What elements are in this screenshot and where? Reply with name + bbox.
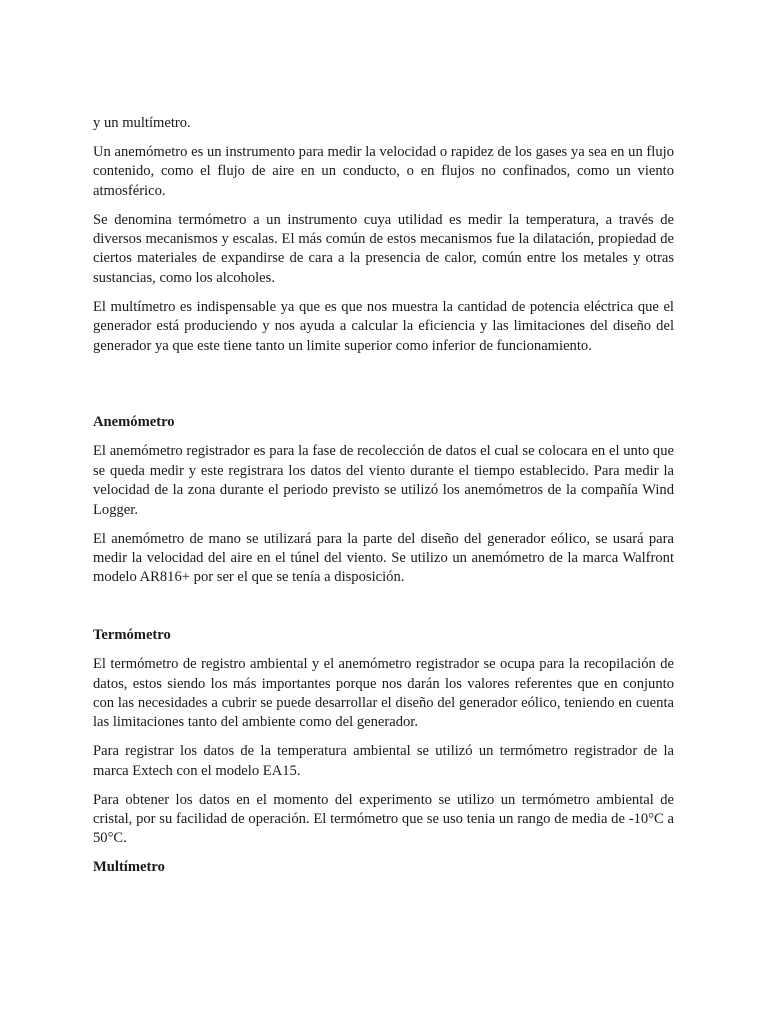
anemometro-heading: Anemómetro [93, 414, 175, 431]
termometro-paragraph-1: El termómetro de registro ambiental y el anemómetro registrador se ocupa para la recopilación de datos, estos siendo los más importantes porque nos darán los valores referentes que en conjunto con las necesidades a cubrir se puede desarrollar el diseño del generador eólico, teniendo en cuenta las limitaciones tanto del ambiente como del generador. [93, 656, 674, 731]
intro-paragraph-anemometro: Un anemómetro es un instrumento para medir la velocidad o rapidez de los gases ya sea en un flujo contenido, como el flujo de aire en un conducto, o en flujos no confinados, como un viento atmosférico. [93, 143, 674, 199]
intro-paragraph-0: y un multímetro. [93, 115, 191, 131]
termometro-paragraph-3: Para obtener los datos en el momento del experimento se utilizo un termómetro ambiental de cristal, por su facilidad de operación. El termómetro que se uso tenia un rango de media de -10°C a 50°C. [93, 791, 674, 847]
termometro-paragraph-2: Para registrar los datos de la temperatura ambiental se utilizó un termómetro registrador de la marca Extech con el modelo EA15. [93, 743, 674, 779]
termometro-heading: Termómetro [93, 627, 171, 644]
section-spacer [93, 365, 674, 413]
intro-paragraph-termometro: Se denomina termómetro a un instrumento cuya utilidad es medir la temperatura, a través de diversos mecanismos y escalas. El más común de estos mecanismos fue la dilatación, propiedad de ciertos materiales de expandirse de cara a la presencia de calor, común entre los metales y otras sustancias, como los alcoholes. [93, 211, 674, 286]
section-spacer [93, 597, 674, 626]
anemometro-paragraph-2: El anemómetro de mano se utilizará para la parte del diseño del generador eólico, se usará para medir la velocidad del aire en el túnel del viento. Se utilizo un anemómetro de la marca Walfront modelo AR816+ por ser el que se tenía a disposición. [93, 530, 674, 586]
anemometro-paragraph-1: El anemómetro registrador es para la fase de recolección de datos el cual se colocara en el unto que se queda medir y este registrara los datos del viento durante el tiempo establecido. Para medir la velocidad de la zona durante el periodo previsto se utilizó los anemómetros de la compañía Wind Logger. [93, 443, 674, 518]
document-page [93, 114, 674, 887]
multimetro-heading: Multímetro [93, 859, 165, 876]
intro-paragraph-multimetro: El multímetro es indispensable ya que es que nos muestra la cantidad de potencia eléctrica que el generador está produciendo y nos ayuda a calcular la eficiencia y las limitaciones del diseño del generador ya que este tiene tanto un limite superior como inferior de funcionamiento. [93, 298, 674, 354]
